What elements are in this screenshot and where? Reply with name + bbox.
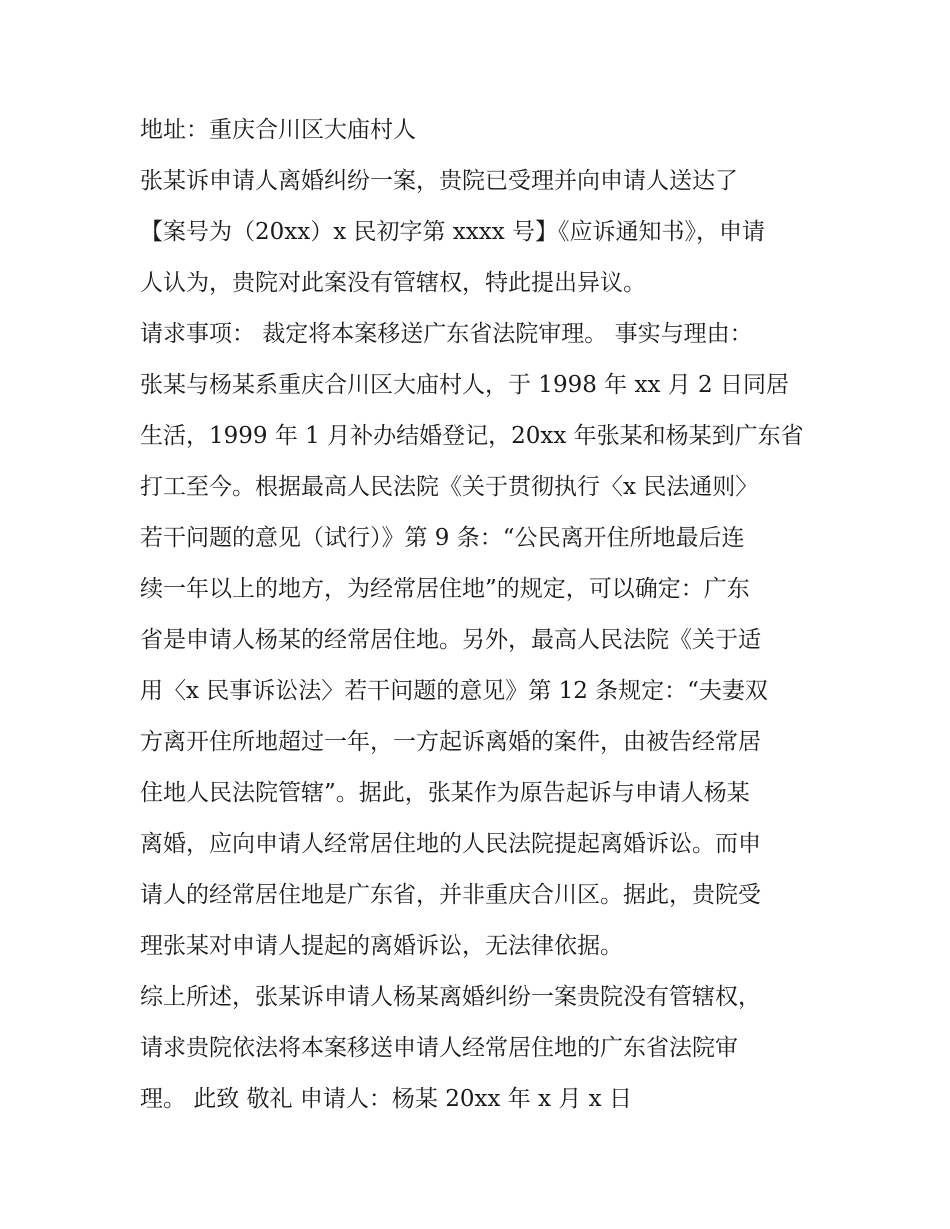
text-line: 续一年以上的地方，为经常居住地”的规定，可以确定：广东 [140, 576, 750, 602]
text-line: 用〈x 民事诉讼法〉若干问题的意见》第 12 条规定：“夫妻双 [140, 678, 768, 704]
conclusion-line: 综上所述，张某诉申请人杨某离婚纠纷一案贵院没有管辖权， [140, 984, 761, 1010]
text-line: 请求贵院依法将本案移送申请人经常居住地的广东省法院审 [140, 1035, 738, 1061]
text-line: 离婚，应向申请人经常居住地的人民法院提起离婚诉讼。而申 [140, 831, 761, 857]
text-line: 省是申请人杨某的经常居住地。另外，最高人民法院《关于适 [140, 627, 761, 653]
text-line: 请人的经常居住地是广东省，并非重庆合川区。据此，贵院受 [140, 882, 761, 908]
text-line: 张某诉申请人离婚纠纷一案，贵院已受理并向申请人送达了 [140, 168, 738, 194]
text-line: 生活，1999 年 1 月补办结婚登记，20xx 年张某和杨某到广东省 [140, 423, 804, 449]
text-line: 【案号为（20xx）x 民初字第 xxxx 号】《应诉通知书》，申请 [140, 219, 765, 245]
signature-line: 理。 此致 敬礼 申请人：杨某 20xx 年 x 月 x 日 [140, 1086, 632, 1112]
request-line: 请求事项： 裁定将本案移送广东省法院审理。 事实与理由： [140, 321, 753, 347]
text-line: 方离开住所地超过一年，一方起诉离婚的案件，由被告经常居 [140, 729, 761, 755]
address-line: 地址：重庆合川区大庙村人 [140, 117, 416, 143]
text-line: 打工至今。根据最高人民法院《关于贯彻执行〈x 民法通则〉 [140, 474, 759, 500]
text-line: 住地人民法院管辖”。据此，张某作为原告起诉与申请人杨某 [140, 780, 750, 806]
document-body [140, 105, 820, 1125]
text-line: 若干问题的意见（试行）》第 9 条：“公民离开住所地最后连 [140, 525, 745, 551]
text-line: 张某与杨某系重庆合川区大庙村人，于 1998 年 xx 月 2 日同居 [140, 372, 789, 398]
text-line: 理张某对申请人提起的离婚诉讼，无法律依据。 [140, 933, 623, 959]
text-line: 人认为，贵院对此案没有管辖权，特此提出异议。 [140, 270, 646, 296]
